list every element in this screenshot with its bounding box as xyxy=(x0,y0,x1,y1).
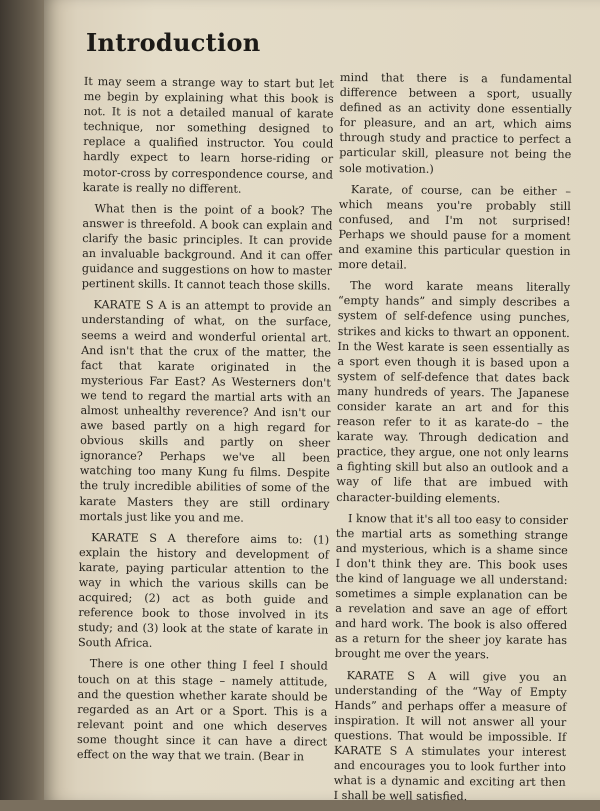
left-column xyxy=(77,74,334,771)
page-heading: Introduction xyxy=(86,28,261,57)
paragraph: I know that it's all too easy to consider the martial arts as something strange and mysterious, which is a shame since I don't think they are. This book uses the kind of language we all understand: sometimes a simple explanation can be a revelation and save an age of effort and hard work. The book is also offered as a return for the sheer joy karate has brought me over the years. xyxy=(334,511,569,662)
paragraph: It may seem a strange way to start but let me begin by explaining what this book is not. It is not a detailed manual of karate technique, nor something designed to replace a qualified instructor. You could hardly expect to learn horse-riding or motor-cross by correspondence course, and karate is really no different. xyxy=(82,74,334,196)
paragraph: mind that there is a fundamental difference between a sport, usually defined as an activity done essentially for pleasure, and an art, which aims through study and practice to perfect a particular skill, pleasure not being the sole motivation.) xyxy=(339,70,572,176)
paragraph: What then is the point of a book? The answer is threefold. A book can explain and clarify the basic principles. It can provide an invaluable background. And it can offer guidance and suggestions on how to master pertinent skills. It cannot teach those skills. xyxy=(81,201,333,293)
paragraph: The word karate means literally “empty hands” and simply describes a system of self-defence using punches, strikes and kicks to thwart an opponent. In the West karate is seen essentially as a sport even though it is based upon a system of self-defence that dates back many hundreds of years. The Japanese consider karate an art and for this reason refer to it as karate-do – the karate way. Through dedication and practice, they argue, one not only learns a fighting skill but also an outlook and a way of life that are imbued with character-building elements. xyxy=(336,279,571,505)
paragraph: KARATE S A will give you an understanding of the “Way of Empty Hands” and perhaps offer a measure of inspiration. It will not answer all your questions. That would be impossible. If KARATE S A stimulates your interest and encourages you to look further into what is a dynamic and exciting art then I shall be well satisfied. xyxy=(333,668,567,804)
paragraph: KARATE S A therefore aims to: (1) explain the history and development of karate, paying particular attention to the way in which the various skills can be acquired; (2) act as both guide and reference book to those involved in its study; and (3) look at the state of karate in South Africa. xyxy=(77,530,330,651)
paragraph: KARATE S A is an attempt to provide an understanding of what, on the surface, seems a weird and wonderful oriental art. And isn't that the crux of the matter, the fact that karate originated in the mysterious Far East? As Westerners don't we tend to regard the martial arts with an almost unhealthy reverence? And isn't our awe based partly on a high regard for obvious skills and partly on sheer ignorance? Perhaps we've all been watching too many Kung fu films. Despite the truly incredible abilities of some of the karate Masters they are still ordinary mortals just like you and me. xyxy=(79,298,332,525)
paragraph: Karate, of course, can be either – which means you're probably still confused, and I'm not surprised! Perhaps we should pause for a moment and examine this particular question in more detail. xyxy=(338,182,572,272)
paragraph: There is one other thing I feel I should touch on at this stage – namely attitude, and the question whether karate should be regarded as an Art or a Sport. This is a relevant point and one which deserves some thought since it can have a direct effect on the way that we train. (Bear in xyxy=(76,657,328,764)
right-column xyxy=(334,70,572,811)
book-page xyxy=(44,0,600,804)
